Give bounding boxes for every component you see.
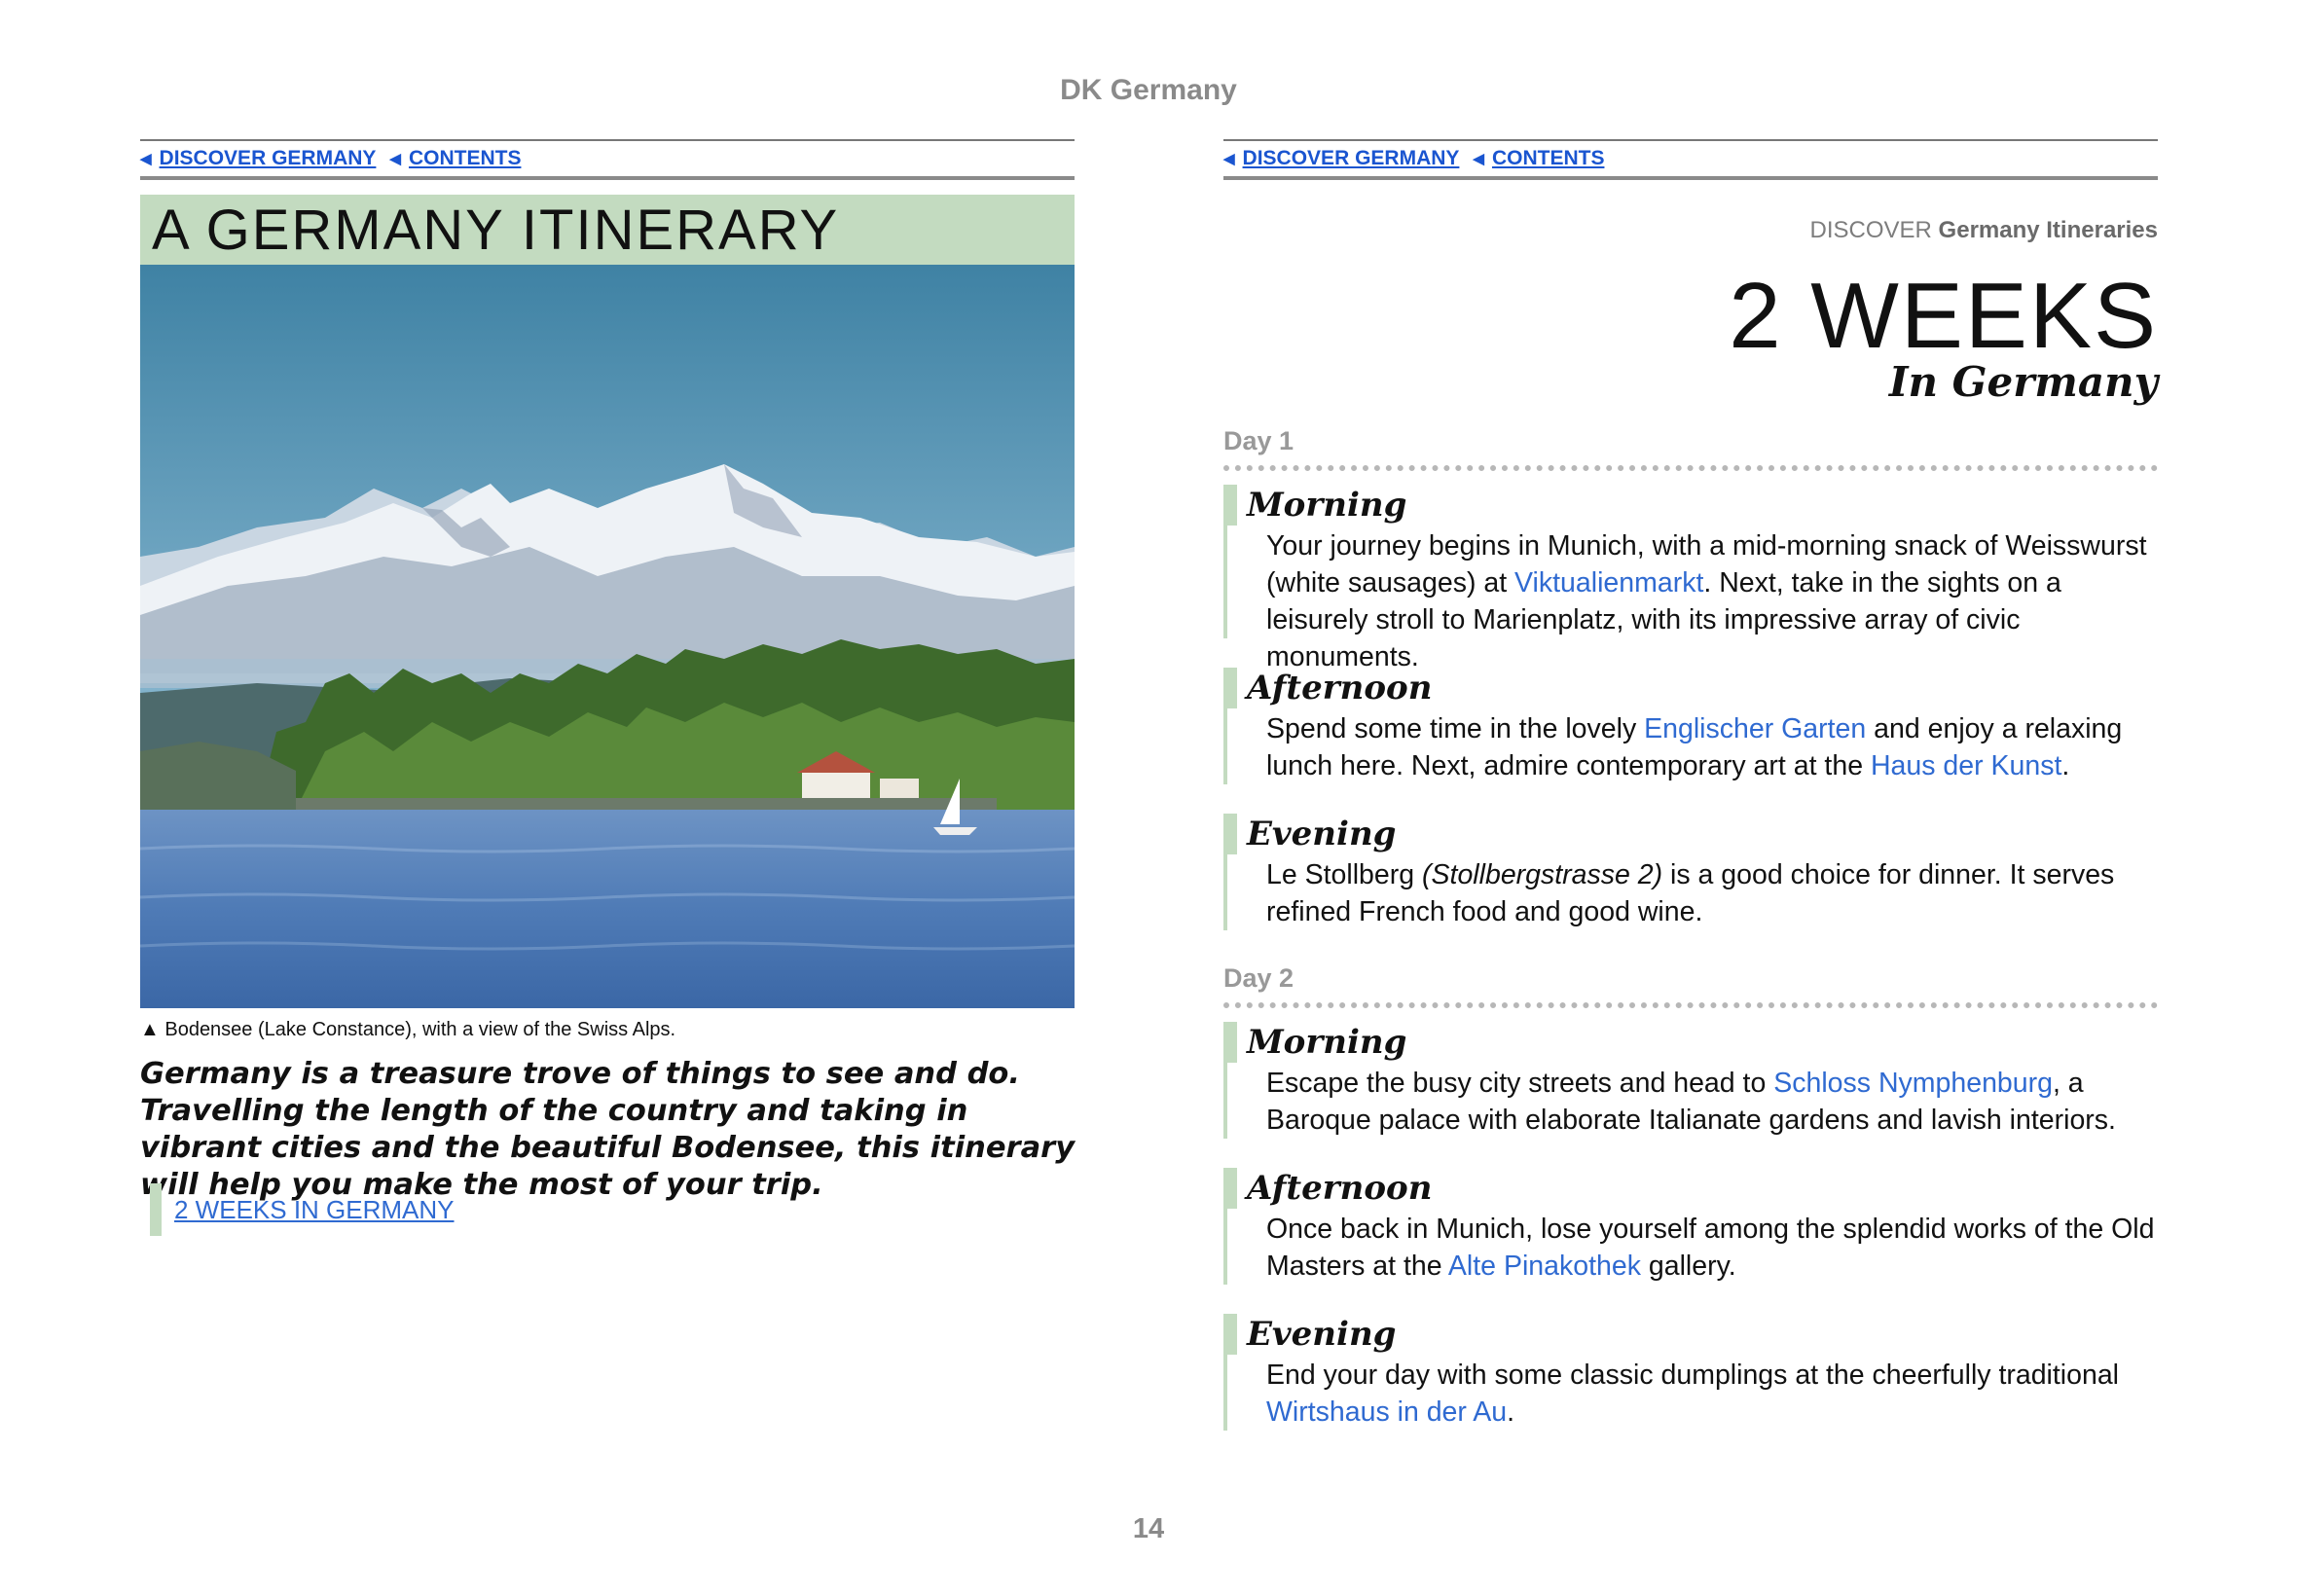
slot-title: Morning (1247, 486, 1407, 525)
section-kicker (1223, 217, 2158, 244)
slot-title: Afternoon (1247, 669, 1433, 707)
time-slot-afternoon (1223, 1168, 2158, 1285)
page-number: 14 (1132, 1513, 1165, 1544)
time-slot-afternoon (1223, 668, 2158, 784)
book-title: DK Germany (1060, 74, 1237, 106)
contents-link[interactable]: CONTENTS (408, 147, 522, 169)
intro-text: Germany is a treasure trove of things to see and do. Travelling the length of the country and taking in vibrant cities and the beautiful Bodensee, this itinerary will help you make the most of your trip. (140, 1057, 1076, 1202)
back-arrow-icon: ◀ (140, 151, 152, 167)
place-link[interactable]: Viktualienmarkt (1514, 567, 1704, 598)
slot-text: End your day with some classic dumplings at the cheerfully traditional Wirtshaus in der Au. (1266, 1360, 2120, 1428)
time-slot-evening (1223, 814, 2158, 930)
chapter-title: A GERMANY ITINERARY (140, 195, 1075, 265)
place-link[interactable]: Alte Pinakothek (1447, 1251, 1641, 1282)
kicker-section: Germany Itineraries (1938, 217, 2158, 243)
kicker-prefix: DISCOVER (1809, 217, 1932, 243)
discover-germany-link[interactable]: DISCOVER GERMANY (1242, 147, 1460, 169)
itinerary-subtitle: In Germany (1888, 358, 2158, 406)
place-link[interactable]: Haus der Kunst (1870, 750, 2062, 781)
time-slot-evening (1223, 1314, 2158, 1431)
back-arrow-icon: ◀ (1473, 151, 1484, 167)
nav-bar-right (1223, 139, 2158, 180)
place-link[interactable]: Englischer Garten (1644, 713, 1867, 744)
contents-link[interactable]: CONTENTS (1491, 147, 1605, 169)
day-label: Day 2 (1223, 963, 2158, 1008)
time-slot-morning (1223, 485, 2158, 672)
day-label: Day 1 (1223, 426, 2158, 471)
slot-text: Spend some time in the lovely Englischer Garten and enjoy a relaxing lunch here. Next, admire contemporary art at the Haus der Kunst. (1266, 713, 2123, 781)
time-slot-morning (1223, 1022, 2158, 1139)
place-link[interactable]: Wirtshaus in der Au (1266, 1396, 1508, 1428)
slot-text: Once back in Munich, lose yourself among the splendid works of the Old Masters at the Alte Pinakothek gallery. (1266, 1214, 2155, 1282)
back-arrow-icon: ◀ (389, 151, 401, 167)
slot-text: Your journey begins in Munich, with a mid-morning snack of Weisswurst (white sausages) at Viktualienmarkt. Next, take in the sights on a leisurely stroll to Marienplatz, with its impressive array of civic monuments. (1266, 530, 2147, 672)
back-arrow-icon: ◀ (1223, 151, 1235, 167)
photo-caption: ▲ Bodensee (Lake Constance), with a view of the Swiss Alps. (140, 1019, 676, 1040)
lake-mountain-photo (140, 265, 1075, 1008)
slot-text: Escape the busy city streets and head to Schloss Nymphenburg, a Baroque palace with elaborate Italianate gardens and lavish interiors. (1266, 1068, 2116, 1136)
itinerary-title: 2 WEEKS (1729, 264, 2158, 368)
two-weeks-link[interactable]: 2 WEEKS IN GERMANY (150, 1183, 455, 1236)
slot-title: Morning (1247, 1023, 1407, 1062)
slot-text: Le Stollberg (Stollbergstrasse 2) is a good choice for dinner. It serves refined French food and good wine. (1266, 859, 2115, 927)
nav-bar-left (140, 139, 1075, 180)
place-link[interactable]: Schloss Nymphenburg (1773, 1068, 2053, 1099)
slot-title: Evening (1247, 815, 1397, 853)
slot-title: Evening (1247, 1315, 1397, 1354)
discover-germany-link[interactable]: DISCOVER GERMANY (159, 147, 377, 169)
slot-title: Afternoon (1247, 1169, 1433, 1208)
